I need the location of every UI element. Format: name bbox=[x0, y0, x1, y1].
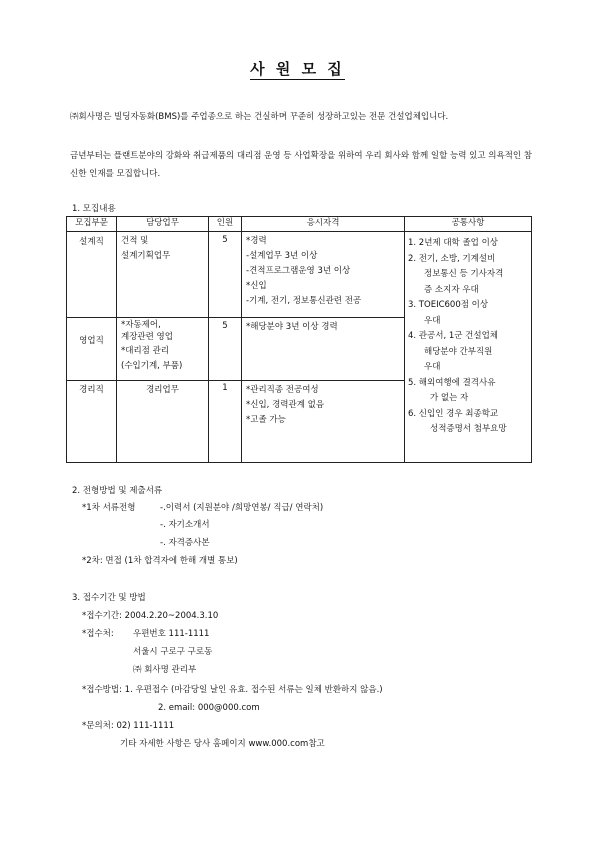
duty-cell bbox=[117, 232, 209, 318]
duty-line: *자동제어, bbox=[121, 320, 161, 330]
application-place-line: ㈜ 회사명 관리부 bbox=[133, 665, 197, 675]
application-place-label: *접수처: bbox=[82, 629, 114, 639]
common-requirements-cell bbox=[405, 232, 532, 463]
section-3-heading: 3. 접수기간 및 방법 bbox=[72, 593, 146, 603]
common-item-cont: 정보통신 등 기사자격 bbox=[424, 269, 504, 279]
table-row bbox=[67, 232, 532, 318]
qualification-cell bbox=[242, 232, 405, 318]
common-item: 6. 신입인 경우 최종학교 bbox=[408, 408, 499, 419]
duty-cell bbox=[117, 381, 209, 463]
header-qualification: 응시자격 bbox=[242, 217, 405, 232]
count-text: 5 bbox=[222, 235, 228, 245]
application-email: 2. email: 000@000.com bbox=[158, 703, 260, 713]
qual-line: *신입 bbox=[246, 281, 267, 291]
duty-line: (수입기계, 부품) bbox=[121, 361, 183, 371]
duty-line: 설계기획업무 bbox=[121, 251, 171, 261]
header-duty: 담당업무 bbox=[117, 217, 209, 232]
common-item-cont: 성적증명서 첨부요망 bbox=[430, 424, 507, 434]
intro-paragraph-1: ㈜회사명은 빌딩자동화(BMS)를 주업종으로 하는 건실하며 꾸준히 성장하고있는 전문 건설업체입니다. bbox=[70, 112, 449, 122]
qualification-cell bbox=[242, 318, 405, 381]
document-item: -.이력서 (지원분야 /희망연봉/ 직급/ 연락처) bbox=[160, 503, 324, 513]
qual-line: *신입, 경력관계 없음 bbox=[246, 400, 325, 410]
qual-line: *관리직종 전공여성 bbox=[246, 385, 319, 395]
qual-line: *해당분야 3년 이상 경력 bbox=[246, 322, 338, 332]
application-place-line: 서울시 구로구 구로동 bbox=[133, 647, 213, 657]
common-item-cont: 해당분야 간부직원 bbox=[424, 346, 493, 357]
dept-text: 영업직 bbox=[79, 336, 104, 346]
count-text: 5 bbox=[222, 321, 228, 331]
application-place-line: 우편번호 111-1111 bbox=[133, 629, 210, 639]
duty-cell bbox=[117, 318, 209, 381]
qual-line: -견적프로그램운영 3년 이상 bbox=[246, 266, 351, 276]
common-item: 1. 2년제 대학 졸업 이상 bbox=[408, 238, 499, 248]
duty-line: 경리업무 bbox=[146, 385, 179, 395]
dept-text: 경리직 bbox=[79, 385, 104, 395]
dept-cell bbox=[67, 318, 117, 381]
contact-info: *문의처: 02) 111-1111 bbox=[82, 721, 175, 731]
section-2-heading: 2. 전형방법 및 제출서류 bbox=[72, 486, 163, 496]
page-title-text: 사 원 모 집 bbox=[250, 60, 345, 78]
header-dept: 모집부문 bbox=[67, 217, 117, 232]
count-text: 1 bbox=[222, 383, 228, 393]
qual-line: -기계, 전기, 정보통신관련 전공 bbox=[246, 296, 362, 306]
document-item: -. 자기소개서 bbox=[160, 520, 210, 530]
table-header-row bbox=[67, 217, 532, 232]
page-title bbox=[0, 58, 595, 79]
dept-cell bbox=[67, 232, 117, 318]
document-item: -. 자격증사본 bbox=[160, 538, 210, 548]
common-item-cont: 가 없는 자 bbox=[430, 393, 469, 403]
common-item: 4. 관공서, 1군 건설업체 bbox=[408, 331, 499, 341]
count-cell bbox=[209, 232, 242, 318]
header-count: 인원 bbox=[209, 217, 242, 232]
common-item-cont: 증 소지자 우대 bbox=[424, 284, 479, 295]
duty-line: 건적 및 bbox=[121, 236, 149, 246]
application-period: *접수기간: 2004.2.20~2004.3.10 bbox=[82, 611, 219, 621]
recruitment-table bbox=[66, 216, 532, 463]
dept-text: 설계직 bbox=[79, 237, 104, 247]
qual-line: -설계업무 3년 이상 bbox=[246, 251, 318, 261]
duty-line: *대리점 관리 bbox=[121, 346, 170, 356]
qualification-cell bbox=[242, 381, 405, 463]
count-cell bbox=[209, 381, 242, 463]
common-item: 2. 전기, 소방, 기계설비 bbox=[408, 253, 496, 264]
count-cell bbox=[209, 318, 242, 381]
footer-note: 기타 자세한 사항은 당사 홈페이지 www.000.com참고 bbox=[120, 739, 325, 749]
common-item-cont: 우대 bbox=[424, 315, 441, 326]
second-screening: *2차: 면접 (1차 합격자에 한해 개별 통보) bbox=[82, 556, 238, 566]
duty-line: 계장관련 영업 bbox=[121, 332, 173, 342]
common-item: 3. TOEIC600점 이상 bbox=[408, 300, 489, 310]
section-1-heading: 1. 모집내용 bbox=[72, 204, 116, 214]
qual-line: *고졸 가능 bbox=[246, 415, 286, 425]
header-common: 공통사항 bbox=[405, 217, 532, 232]
first-screening-label: *1차 서류전형 bbox=[82, 503, 136, 513]
dept-cell bbox=[67, 381, 117, 463]
application-method: *접수방법: 1. 우편접수 (마감당일 날인 유효. 접수된 서류는 일체 반환하지 않음.) bbox=[82, 685, 383, 695]
common-item-cont: 우대 bbox=[424, 362, 441, 372]
qual-line: *경력 bbox=[246, 236, 267, 246]
intro-paragraph-2: 금년부터는 플랜트분야의 강화와 취급제품의 대리점 운영 등 사업확장을 위하여 우리 회사와 함께 일할 능력 있고 의욕적인 참신한 인재를 모집합니다. bbox=[70, 151, 532, 179]
common-item: 5. 해외여행에 결격사유 bbox=[408, 377, 496, 388]
